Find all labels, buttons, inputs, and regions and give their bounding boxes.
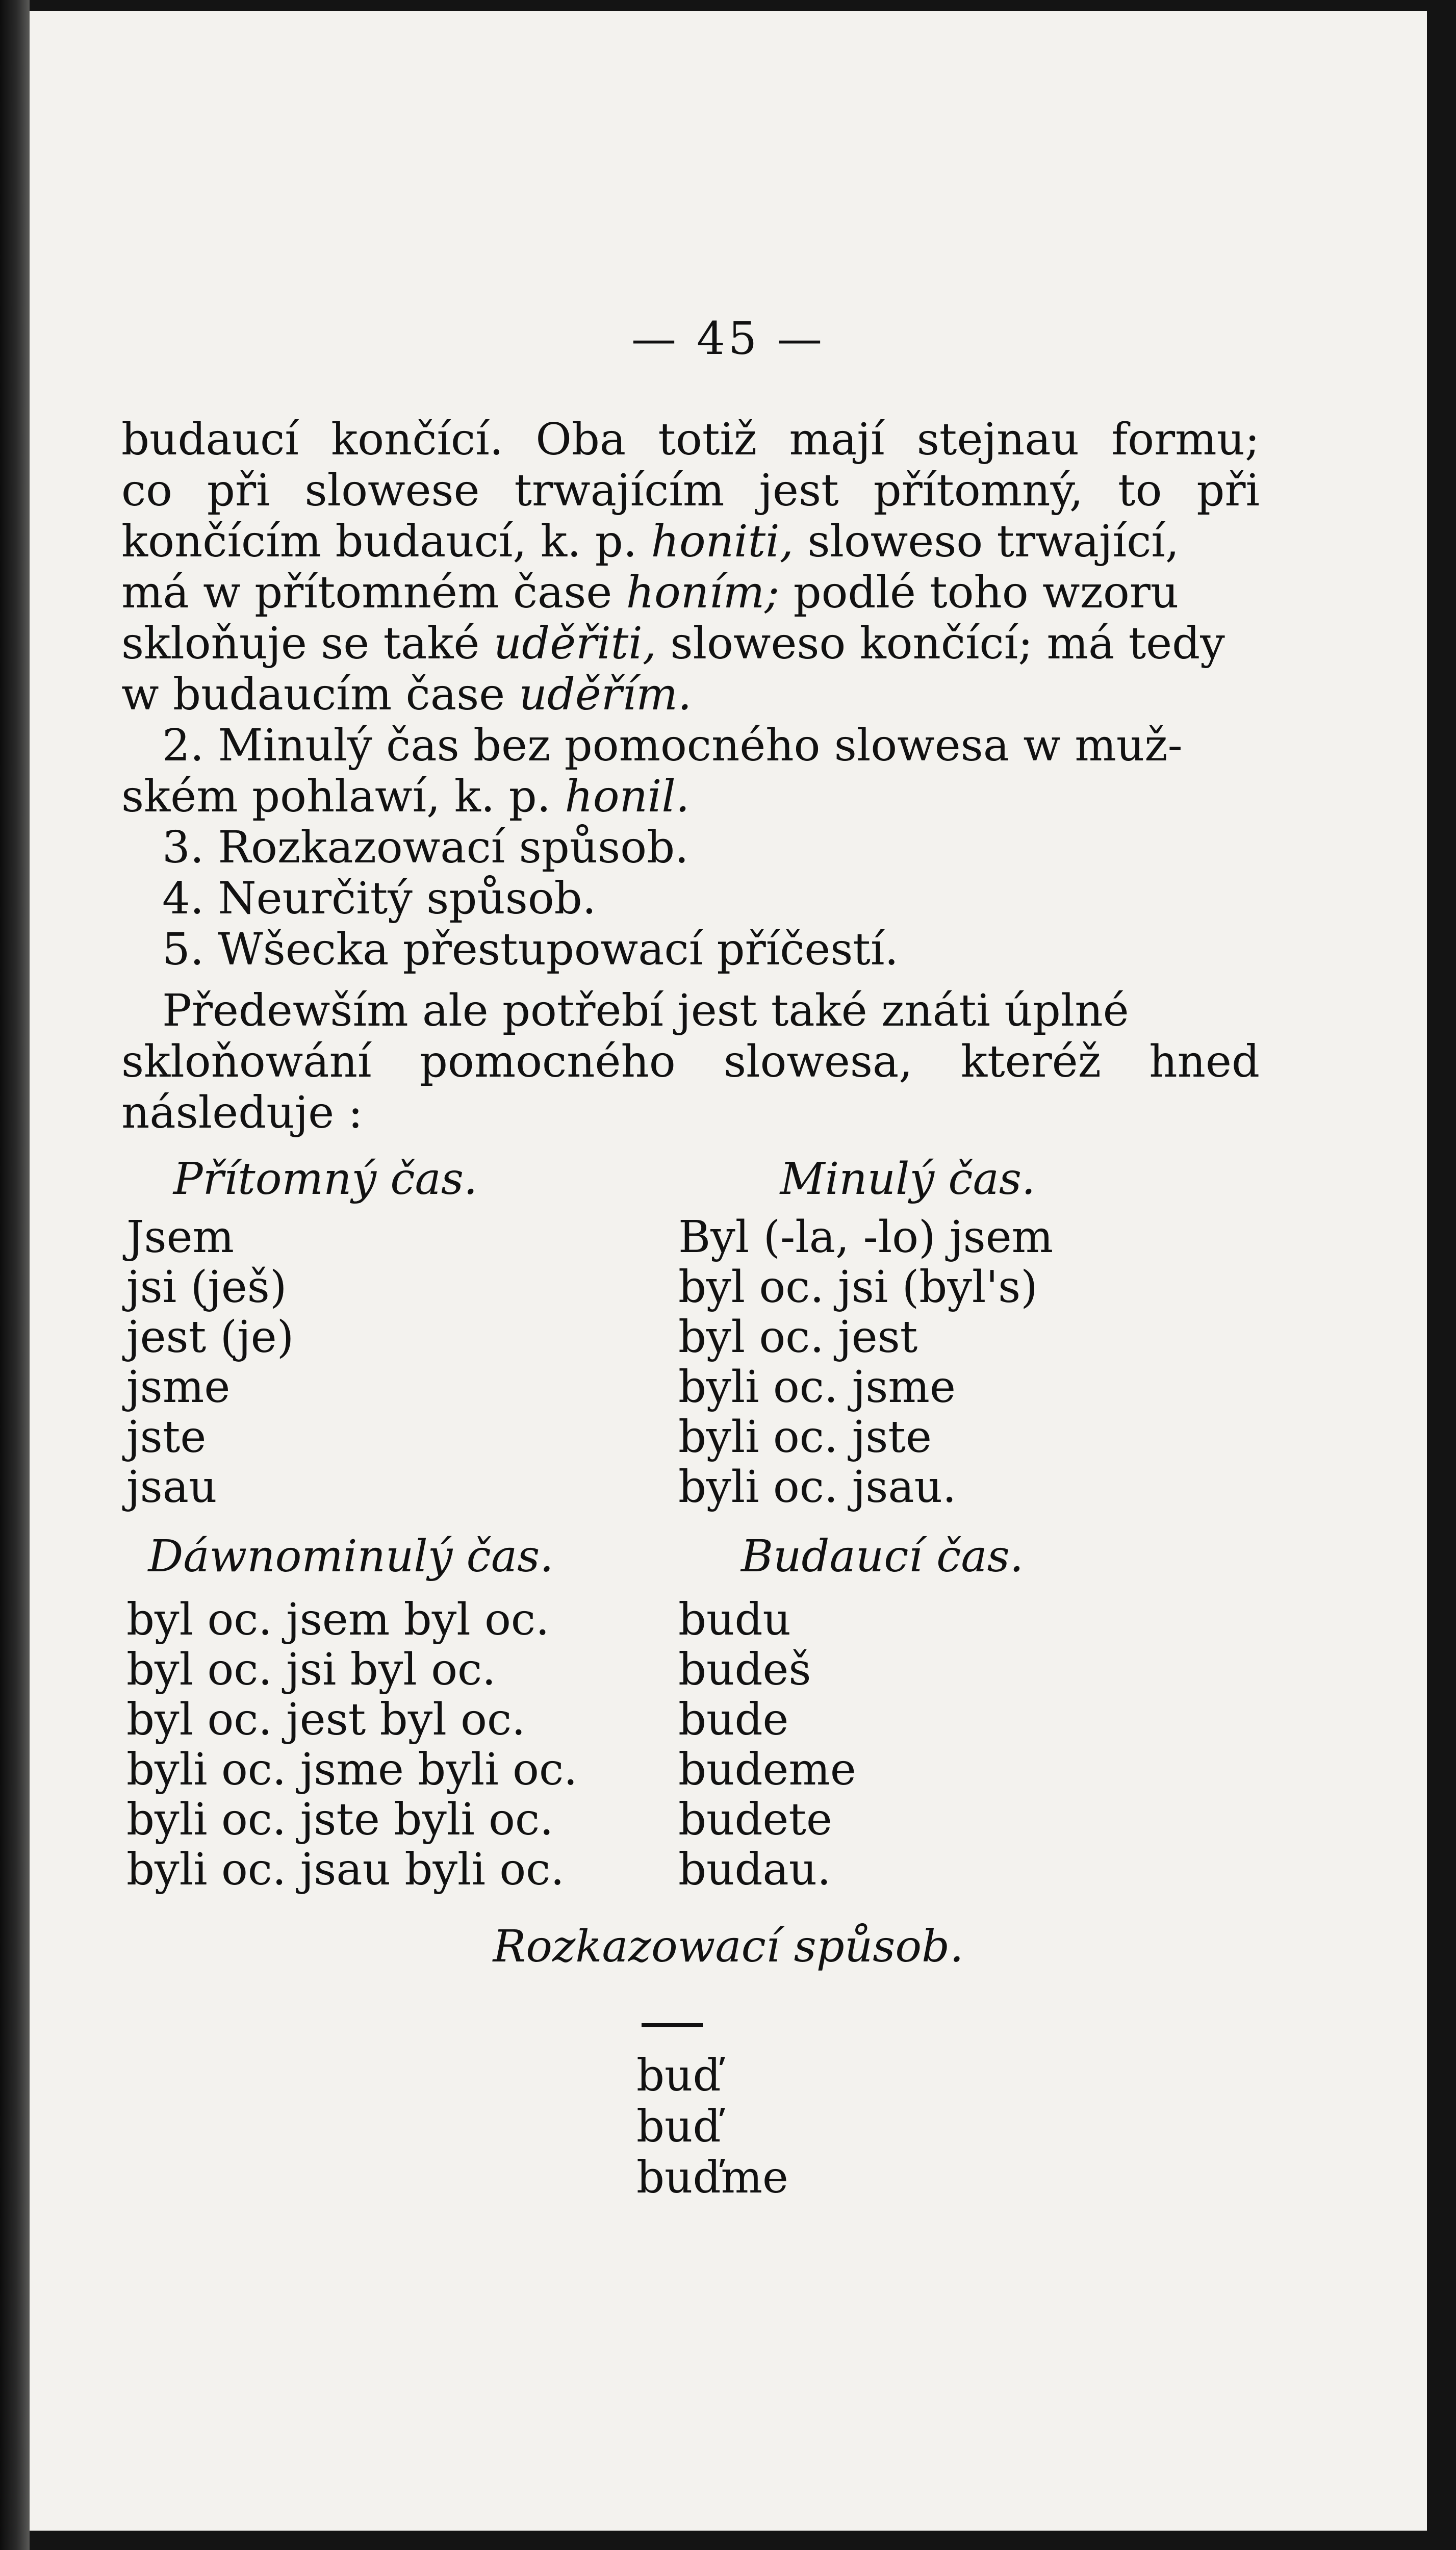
pluperfect-tense-heading: Dáwnominulý čas. (148, 1531, 554, 1582)
text-run: ském pohlawí, k. p. (121, 771, 565, 822)
text-run: sloweso trwající, (793, 516, 1180, 567)
text-run: w budaucím čase (121, 669, 519, 720)
page-number: — 45 — (631, 312, 825, 365)
past-form: byli oc. jsau. (678, 1462, 957, 1513)
text-run: má w přítomném čase (121, 567, 626, 618)
pluperfect-form: byli oc. jsau byli oc. (126, 1844, 565, 1895)
future-tense-forms (678, 1595, 856, 1895)
book-binding-edge (0, 0, 30, 2550)
imperative-form: buď (636, 2050, 721, 2101)
pluperfect-tense-forms (126, 1595, 577, 1895)
past-form: byl oc. jest (678, 1312, 918, 1363)
present-tense-forms (126, 1212, 294, 1512)
text-run: skloňuje se také (121, 618, 494, 669)
future-form: budeš (678, 1644, 811, 1695)
em-dash-rule (642, 2023, 703, 2027)
paragraph-2-line-3: následuje : (121, 1087, 363, 1138)
imperative-forms (636, 2050, 788, 2203)
past-form: Byl (-la, -lo) jsem (678, 1212, 1054, 1263)
imperative-form: buďme (636, 2152, 788, 2203)
pluperfect-form: byl oc. jsem byl oc. (126, 1594, 550, 1645)
text-run: sloweso končící; má tedy (656, 618, 1225, 669)
future-tense-heading: Budaucí čas. (740, 1531, 1024, 1582)
text-run: končícím budaucí, k. p. (121, 516, 651, 567)
paragraph-2-line-1: Předewším ale potřebí jest také znáti úplné (162, 985, 1129, 1036)
pluperfect-form: byl oc. jest byl oc. (126, 1694, 526, 1745)
present-form: jsi (ješ) (126, 1262, 287, 1313)
past-form: byli oc. jste (678, 1412, 932, 1463)
italic-word-honim: honím; (626, 567, 780, 618)
present-form: jste (126, 1412, 207, 1463)
past-form: byli oc. jsme (678, 1362, 956, 1413)
list-item-3: 3. Rozkazowací spůsob. (162, 822, 689, 873)
future-form: budau. (678, 1844, 831, 1895)
pluperfect-form: byli oc. jste byli oc. (126, 1794, 554, 1845)
present-tense-heading: Přítomný čas. (173, 1154, 478, 1205)
present-form: Jsem (126, 1212, 235, 1263)
list-item-2-line-1: 2. Minulý čas bez pomocného slowesa w muž- (162, 720, 1183, 771)
italic-word-uderim: uděřím. (519, 669, 692, 720)
past-tense-forms (678, 1212, 1053, 1512)
pluperfect-form: byli oc. jsme byli oc. (126, 1744, 578, 1795)
paragraph-1-line-6 (121, 669, 1260, 720)
present-form: jsme (126, 1362, 231, 1413)
future-form: budu (678, 1594, 791, 1645)
italic-word-honil: honil. (565, 771, 690, 822)
paragraph-2-line-2: skloňowání pomocného slowesa, kteréž hned (121, 1036, 1260, 1087)
list-item-4: 4. Neurčitý spůsob. (162, 873, 597, 924)
text-run: podlé toho wzoru (779, 567, 1179, 618)
paragraph-1-line-2: co při slowese trwajícím jest přítomný, to při (121, 465, 1260, 516)
future-form: budeme (678, 1744, 856, 1795)
future-form: bude (678, 1694, 789, 1745)
past-tense-heading: Minulý čas. (780, 1154, 1036, 1205)
present-form: jsau (126, 1462, 217, 1513)
book-page (30, 11, 1427, 2531)
imperative-heading: Rozkazowací spůsob. (493, 1921, 964, 1972)
paragraph-1-line-5 (121, 618, 1260, 669)
italic-word-uderiti: uděřiti, (493, 618, 657, 669)
paragraph-1-line-1: budaucí končící. Oba totiž mají stejnau formu; (121, 414, 1260, 465)
future-form: budete (678, 1794, 832, 1845)
paragraph-1-line-3 (121, 516, 1260, 567)
list-item-5: 5. Wšecka přestupowací příčestí. (162, 924, 899, 975)
present-form: jest (je) (126, 1312, 294, 1363)
past-form: byl oc. jsi (byl's) (678, 1262, 1038, 1313)
italic-word-honiti: honiti, (651, 516, 794, 567)
imperative-form: buď (636, 2101, 721, 2152)
pluperfect-form: byl oc. jsi byl oc. (126, 1644, 496, 1695)
paragraph-1-line-4 (121, 567, 1260, 618)
list-item-2-line-2 (121, 771, 1260, 822)
